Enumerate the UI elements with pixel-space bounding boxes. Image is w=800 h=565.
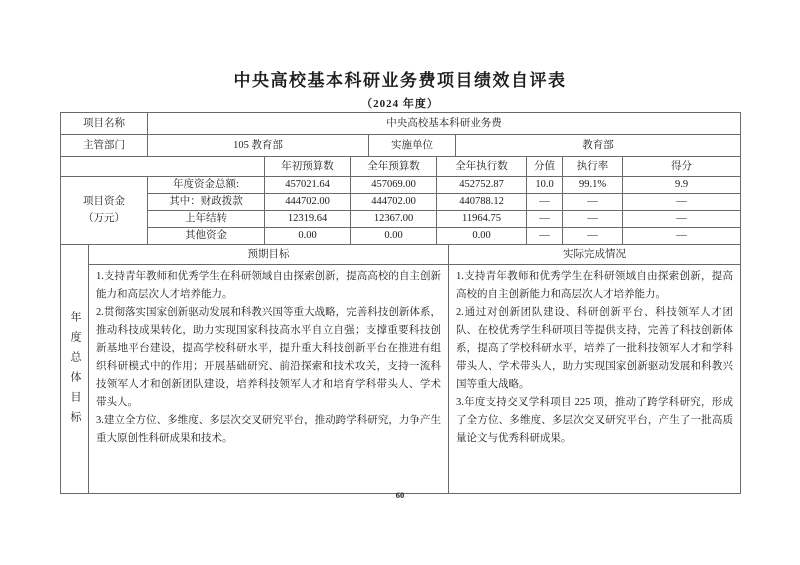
page-subtitle: （2024 年度） <box>361 98 439 110</box>
expected-goal-item: 2.贯彻落实国家创新驱动发展和科教兴国等重大战略，完善科技创新体系，推动科技成果转化，助力实现国家科技高水平自立自强；支撑重要科技创新基地平台建设，提高学校科研水平，提升重大科技创新平台在推进有组织科研模式中的作用；开展基础研究、前沿探索和技术攻关，支持一流科技领军人才和创新团队建设，培养科技领军人才和培育学科带头人、学术带头人。 <box>96 307 441 409</box>
expected-goals-header: 预期目标 <box>89 245 449 265</box>
cell-total-initial: 457021.64 <box>265 177 351 194</box>
cell-total-score: 9.9 <box>623 177 741 194</box>
col-header-points: 分值 <box>527 157 563 177</box>
col-header-rate: 执行率 <box>563 157 623 177</box>
project-info-table <box>60 112 741 157</box>
cell-total-executed: 452752.87 <box>437 177 527 194</box>
cell-other-initial: 0.00 <box>265 228 351 245</box>
page-number: 60 <box>395 490 405 500</box>
actual-completion-item: 1.支持青年教师和优秀学生在科研领域自由探索创新，提高高校的自主创新能力和高层次人才培养能力。 <box>456 271 733 301</box>
project-name-label: 项目名称 <box>61 113 148 135</box>
table-row <box>61 194 741 211</box>
col-header-score: 得分 <box>623 157 741 177</box>
actual-completion-item: 3.年度支持交叉学科项目 225 项，推动了跨学科研究，形成了全方位、多维度、多层次交叉研究平台，产生了一批高质量论文与优秀科研成果。 <box>456 397 733 445</box>
cell-other-annual: 0.00 <box>351 228 437 245</box>
col-header-executed: 全年执行数 <box>437 157 527 177</box>
cell-carryover-executed: 11964.75 <box>437 211 527 228</box>
funding-table <box>60 156 741 245</box>
cell-fiscal-points: — <box>527 194 563 211</box>
cell-fiscal-score: — <box>623 194 741 211</box>
unit-label: 实施单位 <box>369 135 456 157</box>
cell-carryover-annual: 12367.00 <box>351 211 437 228</box>
cell-total-points: 10.0 <box>527 177 563 194</box>
expected-goals-text <box>89 265 449 494</box>
cell-fiscal-initial: 444702.00 <box>265 194 351 211</box>
cell-other-rate: — <box>563 228 623 245</box>
actual-completion-text <box>449 265 741 494</box>
cell-other-executed: 0.00 <box>437 228 527 245</box>
actual-completion-header: 实际完成情况 <box>449 245 741 265</box>
col-header-annual-budget: 全年预算数 <box>351 157 437 177</box>
cell-carryover-rate: — <box>563 211 623 228</box>
cell-other-score: — <box>623 228 741 245</box>
row-label-carryover: 上年结转 <box>148 211 265 228</box>
table-row <box>61 135 741 157</box>
row-label-fiscal: 其中：财政拨款 <box>148 194 265 211</box>
row-label-total: 年度资金总额: <box>148 177 265 194</box>
row-label-other: 其他资金 <box>148 228 265 245</box>
cell-fiscal-rate: — <box>563 194 623 211</box>
unit-value: 教育部 <box>456 135 741 157</box>
table-row <box>61 265 741 494</box>
cell-carryover-initial: 12319.64 <box>265 211 351 228</box>
funding-header-blank <box>61 157 265 177</box>
funding-section-label <box>61 177 148 245</box>
goals-table <box>60 244 741 494</box>
table-row <box>61 211 741 228</box>
page-title: 中央高校基本科研业务费项目绩效自评表 <box>233 71 567 90</box>
expected-goal-item: 1.支持青年教师和优秀学生在科研领域自由探索创新，提高高校的自主创新能力和高层次人才培养能力。 <box>96 271 441 301</box>
table-row <box>61 113 741 135</box>
funding-section-label-line1: 项目资金 <box>83 195 125 207</box>
table-row <box>61 177 741 194</box>
cell-other-points: — <box>527 228 563 245</box>
goals-header-row <box>61 245 741 265</box>
table-row <box>61 228 741 245</box>
department-label: 主管部门 <box>61 135 148 157</box>
cell-fiscal-executed: 440788.12 <box>437 194 527 211</box>
cell-total-rate: 99.1% <box>563 177 623 194</box>
funding-section-label-line2: （万元） <box>83 212 125 224</box>
project-name-value: 中央高校基本科研业务费 <box>148 113 741 135</box>
goals-section-label-cell <box>61 245 89 494</box>
goals-section-label: 年度总体目标 <box>69 311 81 432</box>
col-header-initial-budget: 年初预算数 <box>265 157 351 177</box>
actual-completion-item: 2.通过对创新团队建设、科研创新平台、科技领军人才团队、在校优秀学生科研项目等提供支持，完善了科技创新体系，提高了学校科研水平，培养了一批科技领军人才和学科带头人、学术带头人，助力实现国家创新驱动发展和科教兴国等重大战略。 <box>456 307 733 391</box>
funding-header-row <box>61 157 741 177</box>
department-value: 105 教育部 <box>148 135 369 157</box>
cell-carryover-points: — <box>527 211 563 228</box>
expected-goal-item: 3.建立全方位、多维度、多层次交叉研究平台，推动跨学科研究，力争产生重大原创性科研成果和技术。 <box>96 415 441 445</box>
evaluation-table <box>60 112 740 494</box>
cell-carryover-score: — <box>623 211 741 228</box>
cell-fiscal-annual: 444702.00 <box>351 194 437 211</box>
cell-total-annual: 457069.00 <box>351 177 437 194</box>
